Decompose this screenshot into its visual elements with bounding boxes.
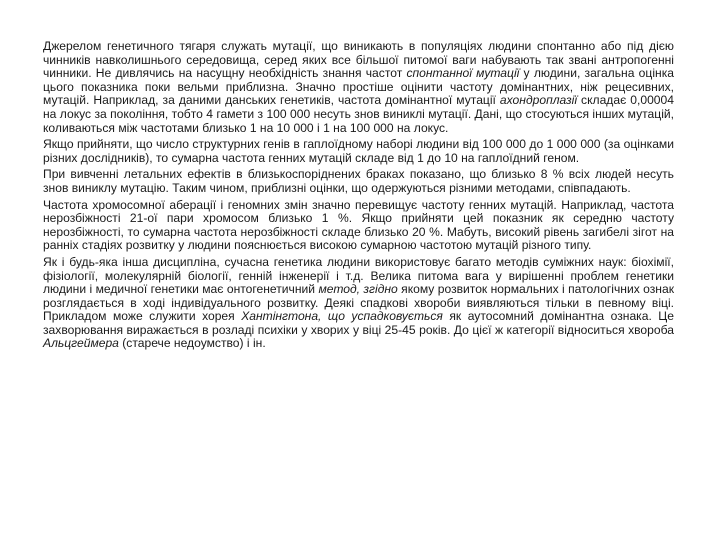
paragraph-text: Частота хромосомної аберації і геномних змін значно перевищує частоту генних мутацій. Наприклад, частота нерозбіжності 21-ої пари хромосом близько 1 %. Якщо прийняти цей показник як середню частоту нерозбіжності, то сумарна частота нерозбіжності складе близько 20 %. Мабуть, високий рівень загибелі зігот на ранніх стадіях розвитку у людини пояснюється високою сумарною частотою мутацій різного типу. [43, 197, 674, 253]
paragraph-text: (старече недоумство) і ін. [118, 336, 266, 351]
paragraph-methods [43, 256, 674, 351]
paragraph-text: Як і будь-яка інша дисципліна, сучасна генетика людини використовує багато методів суміжних наук: біохімії, фізіології, молекулярній біології, генній інженерії і т.д. Велика питома вага у вирішенні проблем генетики людини і медичної генетики має онтогенетичний [43, 254, 674, 297]
document-page [43, 40, 674, 354]
paragraph-text: у людини, загальна оцінка цього показника поки вельми приблизна. Значно простіше оцінити частоту домінантних, ніж рецесивних, мутацій. Наприклад, за даними данських генетиків, частота домінантної мутації [43, 66, 674, 108]
paragraph-genetic-load [43, 40, 674, 135]
paragraph-lethal-effects [43, 168, 674, 195]
paragraph-text: Джерелом генетичного тягаря служать мутації, що виникають в популяціях людини спонтанно або під дією чинників навколишнього середовища, серед яких все більшої питомої ваги набувають так звані антропогенні чинники. Не дивлячись на насущну необхідність знання частот [43, 39, 674, 81]
paragraph-text: При вивченні летальних ефектів в близькоспоріднених браках показано, що близько 8 % всіх людей несуть знов виниклу мутацію. Таким чином, приблизні оцінки, що одержуються різними методами, співпадають. [43, 167, 674, 195]
term-achondroplasia: ахондроплазії [499, 93, 578, 108]
paragraph-text: Якщо прийняти, що число структурних генів в гаплоїдному наборі людини від 100 000 до 1 000 000 (за оцінками різних дослідників), то сумарна частота генних мутацій складе від 1 до 10 на гаплоїдний геном. [43, 137, 674, 165]
term-method: метод, згідно [318, 282, 398, 297]
paragraph-text: якому розвиток нормальних і патологічних ознак розглядається в ході індивідуального розвитку. Деякі спадкові хвороби виявляються тільки в певному віці. Прикладом може служити хорея [43, 282, 674, 324]
paragraph-gene-count [43, 138, 674, 165]
term-alzheimer: Альцгеймера [43, 336, 119, 351]
paragraph-text: як аутосомний домінантна ознака. Це захворювання виражається в розладі психіки у хворих у віці 25-45 років. До цієї ж категорії відноситься хвороба [43, 309, 674, 337]
term-huntington: Хантінгтона, що успадковується [241, 309, 443, 324]
paragraph-chromosome-aberrations [43, 199, 674, 253]
term-spontaneous-mutation: спонтанної мутації [406, 66, 520, 81]
paragraph-text: складає 0,00004 на локус за покоління, тобто 4 гамети з 100 000 несуть знов виниклі мутації. Дані, що стосуються інших мутацій, коливаються між частотами близько 1 на 10 000 і 1 на 100 000 на локус. [43, 93, 674, 135]
